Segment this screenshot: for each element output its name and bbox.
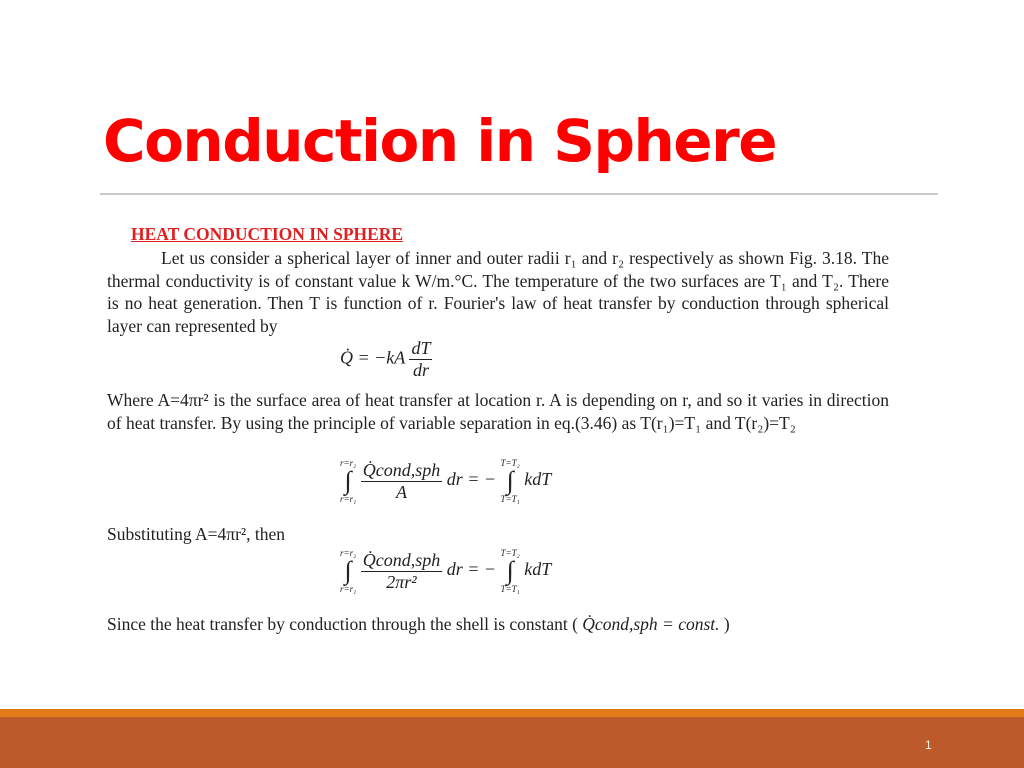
equation-lhs: Q̇ = −kA xyxy=(340,347,405,368)
paragraph-constant-heat xyxy=(107,613,889,636)
section-heading: HEAT CONDUCTION IN SPHERE xyxy=(131,224,404,244)
integral-sign: r=r₂ ∫ r=r₁ xyxy=(340,548,357,594)
fraction xyxy=(361,460,443,503)
footer-bar xyxy=(0,717,1024,768)
numerator: dT xyxy=(411,338,431,358)
fraction xyxy=(409,338,432,381)
slide-title: Conduction in Sphere xyxy=(103,107,777,175)
integral-upper-limit: r=r₂ xyxy=(340,458,357,468)
paragraph-text: Since the heat transfer by conduction through the shell is constant ( xyxy=(107,614,578,634)
page-number: 1 xyxy=(925,738,932,752)
integral-sign: r=r₂ ∫ r=r₁ xyxy=(340,458,357,504)
paragraph-text-end: ) xyxy=(723,614,730,634)
equation-substituted xyxy=(340,548,551,594)
numerator: Q̇cond,sph xyxy=(362,549,441,570)
title-divider xyxy=(100,193,938,195)
equation-separation xyxy=(340,458,551,504)
equation-rhs: kdT xyxy=(524,469,552,490)
equation-rhs: kdT xyxy=(524,559,552,580)
denominator: A xyxy=(395,481,407,502)
integral-upper-limit: T=T₂ xyxy=(500,458,520,468)
equation-middle: dr = − xyxy=(446,559,497,580)
integral-lower-limit: r=r₁ xyxy=(340,584,357,594)
fraction xyxy=(361,550,443,593)
equation-fourier-law xyxy=(340,338,432,381)
integral-lower-limit: T=T₁ xyxy=(500,494,520,504)
paragraph-area-definition: Where A=4πr² is the surface area of heat transfer at location r. A is depending on r, and so it varies in direction of heat transfer. By using the principle of variable separation in eq.(3.46) as T(r₁)=T₁ and T(r₂)=T₂ xyxy=(107,390,889,433)
equation-middle: dr = − xyxy=(446,469,497,490)
integral-lower-limit: T=T₁ xyxy=(500,584,520,594)
integral-upper-limit: T=T₂ xyxy=(500,548,520,558)
integral-sign: T=T₂ ∫ T=T₁ xyxy=(500,548,520,594)
numerator: Q̇cond,sph xyxy=(362,459,441,480)
denominator: dr xyxy=(412,360,429,380)
paragraph-intro: Let us consider a spherical layer of inner and outer radii r₁ and r₂ respectively as shown Fig. 3.18. The thermal conductivity is of constant value k W/m.°C. The temperature of the two surfaces are T₁ and T₂. There is no heat generation. Then T is function of r. Fourier's law of heat transfer by conduction through spherical layer can represented by xyxy=(107,248,889,336)
inline-math: Q̇cond,sph = const. xyxy=(582,614,720,634)
integral-sign: T=T₂ ∫ T=T₁ xyxy=(500,458,520,504)
integral-upper-limit: r=r₂ xyxy=(340,548,357,558)
paragraph-substitution: Substituting A=4πr², then xyxy=(107,524,286,544)
footer-accent-band xyxy=(0,709,1024,717)
integral-lower-limit: r=r₁ xyxy=(340,494,357,504)
denominator: 2πr² xyxy=(386,571,417,592)
